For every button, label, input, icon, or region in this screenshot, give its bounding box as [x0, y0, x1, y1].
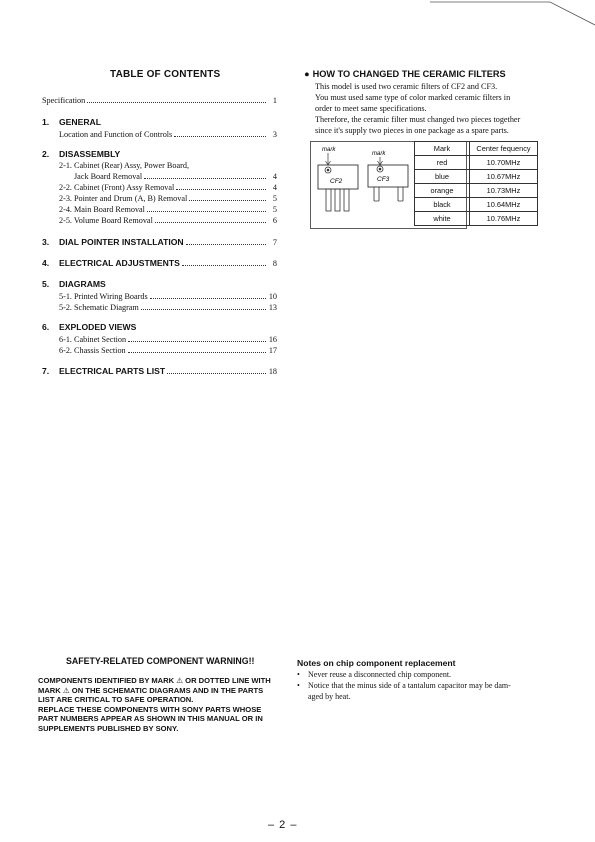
filter-label-cf2: CF2 — [330, 178, 343, 185]
frequency-cell: 10.67MHz — [470, 170, 538, 184]
toc-entry[interactable] — [59, 292, 277, 301]
filter-body-cf2 — [318, 165, 358, 189]
chip-note-text: Notice that the minus side of a tantalum capacitor may be dam- — [308, 681, 511, 690]
leader-dots — [155, 221, 266, 223]
safety-line: MARK ⚠ ON THE SCHEMATIC DIAGRAMS AND IN THE PARTS — [38, 685, 264, 695]
toc-entry-page: 5 — [272, 205, 277, 214]
section-number: 1. — [42, 117, 50, 127]
toc-entry-label: 5-1. Printed Wiring Boards — [59, 292, 148, 301]
leader-dots — [147, 210, 266, 212]
section-title-general[interactable]: GENERAL — [59, 117, 102, 127]
safety-line: REPLACE THESE COMPONENTS WITH SONY PARTS WHOSE — [38, 704, 262, 714]
toc-entry-page: 4 — [272, 172, 277, 181]
section-title-diagrams[interactable]: DIAGRAMS — [59, 279, 106, 289]
toc-entry-page: 13 — [268, 303, 277, 312]
frequency-cell: 10.73MHz — [470, 184, 538, 198]
toc-entry-page: 10 — [268, 292, 277, 301]
toc-entry-page: 17 — [268, 346, 277, 355]
toc-entry[interactable] — [59, 183, 277, 192]
mark-color-cell: white — [415, 212, 470, 226]
mark-color-cell: orange — [415, 184, 470, 198]
chip-notes-title: Notes on chip component replacement — [297, 658, 456, 668]
bullet-icon: ● — [304, 69, 310, 79]
section-number: 7. — [42, 366, 50, 376]
toc-entry[interactable] — [59, 346, 277, 355]
table-row — [415, 198, 538, 212]
chip-note-text: Never reuse a disconnected chip component. — [308, 670, 452, 679]
toc-section-dial-pointer[interactable] — [59, 237, 277, 247]
leader-dots — [128, 351, 266, 353]
ceramic-text-line: This model is used two ceramic filters of CF2 and CF3. — [315, 82, 498, 91]
bullet-icon: • — [297, 681, 300, 690]
leader-dots — [167, 373, 266, 374]
toc-entry-label: 2-1. Cabinet (Rear) Assy, Power Board, — [59, 161, 189, 170]
toc-entry-label: 5-2. Schematic Diagram — [59, 303, 139, 312]
section-title: ELECTRICAL ADJUSTMENTS — [59, 258, 180, 268]
frequency-cell: 10.76MHz — [470, 212, 538, 226]
toc-entry[interactable] — [74, 172, 277, 181]
page-number: – 2 – — [268, 819, 298, 831]
chip-note-continuation: aged by heat. — [308, 692, 351, 701]
column-header-center-frequency: Center fequency — [470, 142, 538, 156]
toc-entry[interactable] — [59, 194, 277, 203]
toc-entry-label: 2-5. Volume Board Removal — [59, 216, 153, 225]
ceramic-text-line: since it's supply two pieces in one package as a spare parts. — [315, 126, 509, 135]
frequency-cell: 10.64MHz — [470, 198, 538, 212]
safety-line: LIST ARE CRITICAL TO SAFE OPERATION. — [38, 695, 194, 705]
safety-line: SUPPLEMENTS PUBLISHED BY SONY. — [38, 723, 179, 733]
toc-section-electrical-parts-list[interactable] — [59, 366, 277, 376]
toc-entry-label: Jack Board Removal — [74, 172, 143, 181]
toc-entry[interactable] — [59, 303, 277, 312]
toc-entry-page: 3 — [272, 130, 277, 139]
toc-title: TABLE OF CONTENTS — [110, 69, 221, 80]
leader-dots — [87, 101, 266, 103]
toc-entry-page: 16 — [268, 335, 277, 344]
chip-note-item — [297, 681, 511, 691]
chip-note-item — [297, 670, 451, 680]
toc-entry-page: 7 — [272, 238, 277, 247]
toc-entry-label: Location and Function of Controls — [59, 130, 173, 139]
section-title-exploded-views[interactable]: EXPLODED VIEWS — [59, 322, 137, 332]
toc-entry-label: 2-3. Pointer and Drum (A, B) Removal — [59, 194, 188, 203]
ceramic-text-line: Therefore, the ceramic filter must changed two pieces together — [315, 115, 521, 124]
ceramic-filters-heading — [304, 69, 506, 79]
safety-warning-body — [38, 676, 288, 734]
mark-color-cell: blue — [415, 170, 470, 184]
section-title: DIAL POINTER INSTALLATION — [59, 237, 184, 247]
safety-line: COMPONENTS IDENTIFIED BY MARK ⚠ OR DOTTED LINE WITH — [38, 676, 271, 685]
table-header-row — [415, 142, 538, 156]
toc-entry-label: 6-2. Chassis Section — [59, 346, 126, 355]
section-number: 5. — [42, 279, 50, 289]
toc-entry-page: 5 — [272, 194, 277, 203]
toc-entry[interactable] — [59, 130, 277, 139]
mark-label-right: mark — [372, 151, 386, 157]
leader-dots — [144, 177, 266, 179]
safety-warning-title: SAFETY-RELATED COMPONENT WARNING!! — [66, 656, 255, 666]
filter-frequency-table — [414, 141, 538, 226]
table-row — [415, 156, 538, 170]
filter-label-cf3: CF3 — [377, 176, 390, 183]
ceramic-text-line: order to meet same specifications. — [315, 104, 427, 113]
section-number: 4. — [42, 258, 50, 268]
section-number: 2. — [42, 149, 50, 159]
toc-entry-label: 6-1. Cabinet Section — [59, 335, 127, 344]
section-number: 3. — [42, 237, 50, 247]
table-row — [415, 170, 538, 184]
toc-entry[interactable] — [59, 205, 277, 214]
toc-entry-label: 2-4. Main Board Removal — [59, 205, 145, 214]
toc-entry-page: 1 — [272, 96, 277, 105]
leader-dots — [174, 135, 266, 137]
table-row — [415, 184, 538, 198]
toc-entry-page: 6 — [272, 216, 277, 225]
mark-label-left: mark — [322, 147, 336, 153]
leader-dots — [189, 199, 266, 201]
ceramic-filters-title: HOW TO CHANGED THE CERAMIC FILTERS — [312, 69, 506, 79]
mark-color-cell: black — [415, 198, 470, 212]
leader-dots — [128, 340, 266, 342]
section-title: ELECTRICAL PARTS LIST — [59, 366, 166, 376]
toc-entry-specification[interactable] — [42, 96, 277, 105]
toc-section-electrical-adjustments[interactable] — [59, 258, 277, 268]
leader-dots — [182, 265, 266, 266]
toc-entry-page: 4 — [272, 183, 277, 192]
toc-entry-page: 8 — [272, 259, 277, 268]
bullet-icon: • — [297, 670, 300, 679]
mark-color-cell: red — [415, 156, 470, 170]
column-header-mark: Mark — [415, 142, 470, 156]
safety-line: PART NUMBERS APPEAR AS SHOWN IN THIS MANUAL OR IN — [38, 714, 263, 724]
toc-entry-page: 18 — [268, 367, 277, 376]
table-row — [415, 212, 538, 226]
section-title-disassembly[interactable]: DISASSEMBLY — [59, 149, 121, 159]
leader-dots — [150, 297, 266, 299]
toc-entry[interactable] — [59, 161, 189, 170]
ceramic-text-line: You must used same type of color marked ceramic filters in — [315, 93, 511, 102]
section-number: 6. — [42, 322, 50, 332]
leader-dots — [186, 244, 266, 245]
toc-entry[interactable] — [59, 335, 277, 344]
toc-entry[interactable] — [59, 216, 277, 225]
toc-entry-label: 2-2. Cabinet (Front) Assy Removal — [59, 183, 175, 192]
toc-entry-label: Specification — [42, 96, 86, 105]
leader-dots — [176, 188, 266, 190]
frequency-cell: 10.70MHz — [470, 156, 538, 170]
leader-dots — [141, 308, 266, 310]
corner-scan-mark — [430, 0, 595, 30]
